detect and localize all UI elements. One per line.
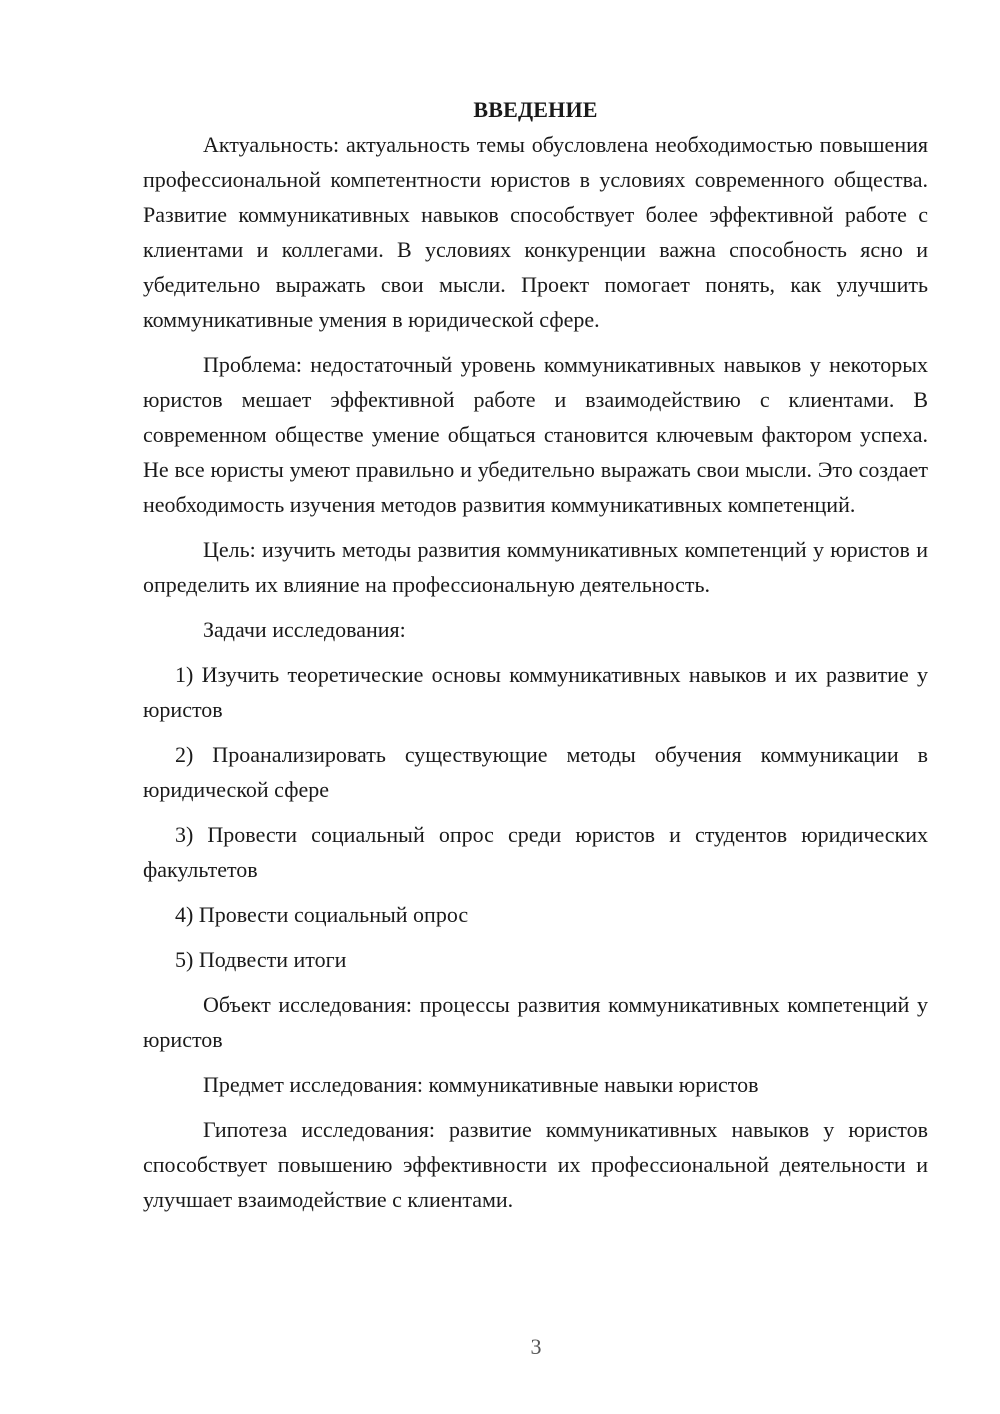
paragraph-hypothesis: Гипотеза исследования: развитие коммуникативных навыков у юристов способствует повышению эффективности их профессиональной деятельности и улучшает взаимодействие с клиентами.	[143, 1117, 928, 1212]
list-item: 1) Изучить теоретические основы коммуникативных навыков и их развитие у юристов	[143, 662, 928, 722]
paragraph-relevance: Актуальность: актуальность темы обусловлена необходимостью повышения профессиональной компетентности юристов в условиях современного общества. Развитие коммуникативных навыков способствует более эффективной работе с клиентами и коллегами. В условиях конкуренции важна способность ясно и убедительно выражать свои мысли. Проект помогает понять, как улучшить коммуникативные умения в юридической сфере.	[143, 132, 928, 332]
tasks-list	[143, 657, 928, 977]
list-item: 2) Проанализировать существующие методы обучения коммуникации в юридической сфере	[143, 742, 928, 802]
list-item: 5) Подвести итоги	[175, 947, 347, 972]
paragraph-goal: Цель: изучить методы развития коммуникативных компетенций у юристов и определить их влияние на профессиональную деятельность.	[143, 537, 928, 597]
list-item: 3) Провести социальный опрос среди юристов и студентов юридических факультетов	[143, 822, 928, 882]
document-page	[143, 92, 928, 1217]
section-title: ВВЕДЕНИЕ	[473, 97, 598, 122]
paragraph-problem: Проблема: недостаточный уровень коммуникативных навыков у некоторых юристов мешает эффективной работе и взаимодействию с клиентами. В современном обществе умение общаться становится ключевым фактором успеха. Не все юристы умеют правильно и убедительно выражать свои мысли. Это создает необходимость изучения методов развития коммуникативных компетенций.	[143, 352, 928, 517]
paragraph-object: Объект исследования: процессы развития коммуникативных компетенций у юристов	[143, 992, 928, 1052]
tasks-heading: Задачи исследования:	[203, 617, 406, 642]
list-item: 4) Провести социальный опрос	[175, 902, 469, 927]
paragraph-subject: Предмет исследования: коммуникативные навыки юристов	[203, 1072, 759, 1097]
page-number: 3	[530, 1334, 542, 1359]
